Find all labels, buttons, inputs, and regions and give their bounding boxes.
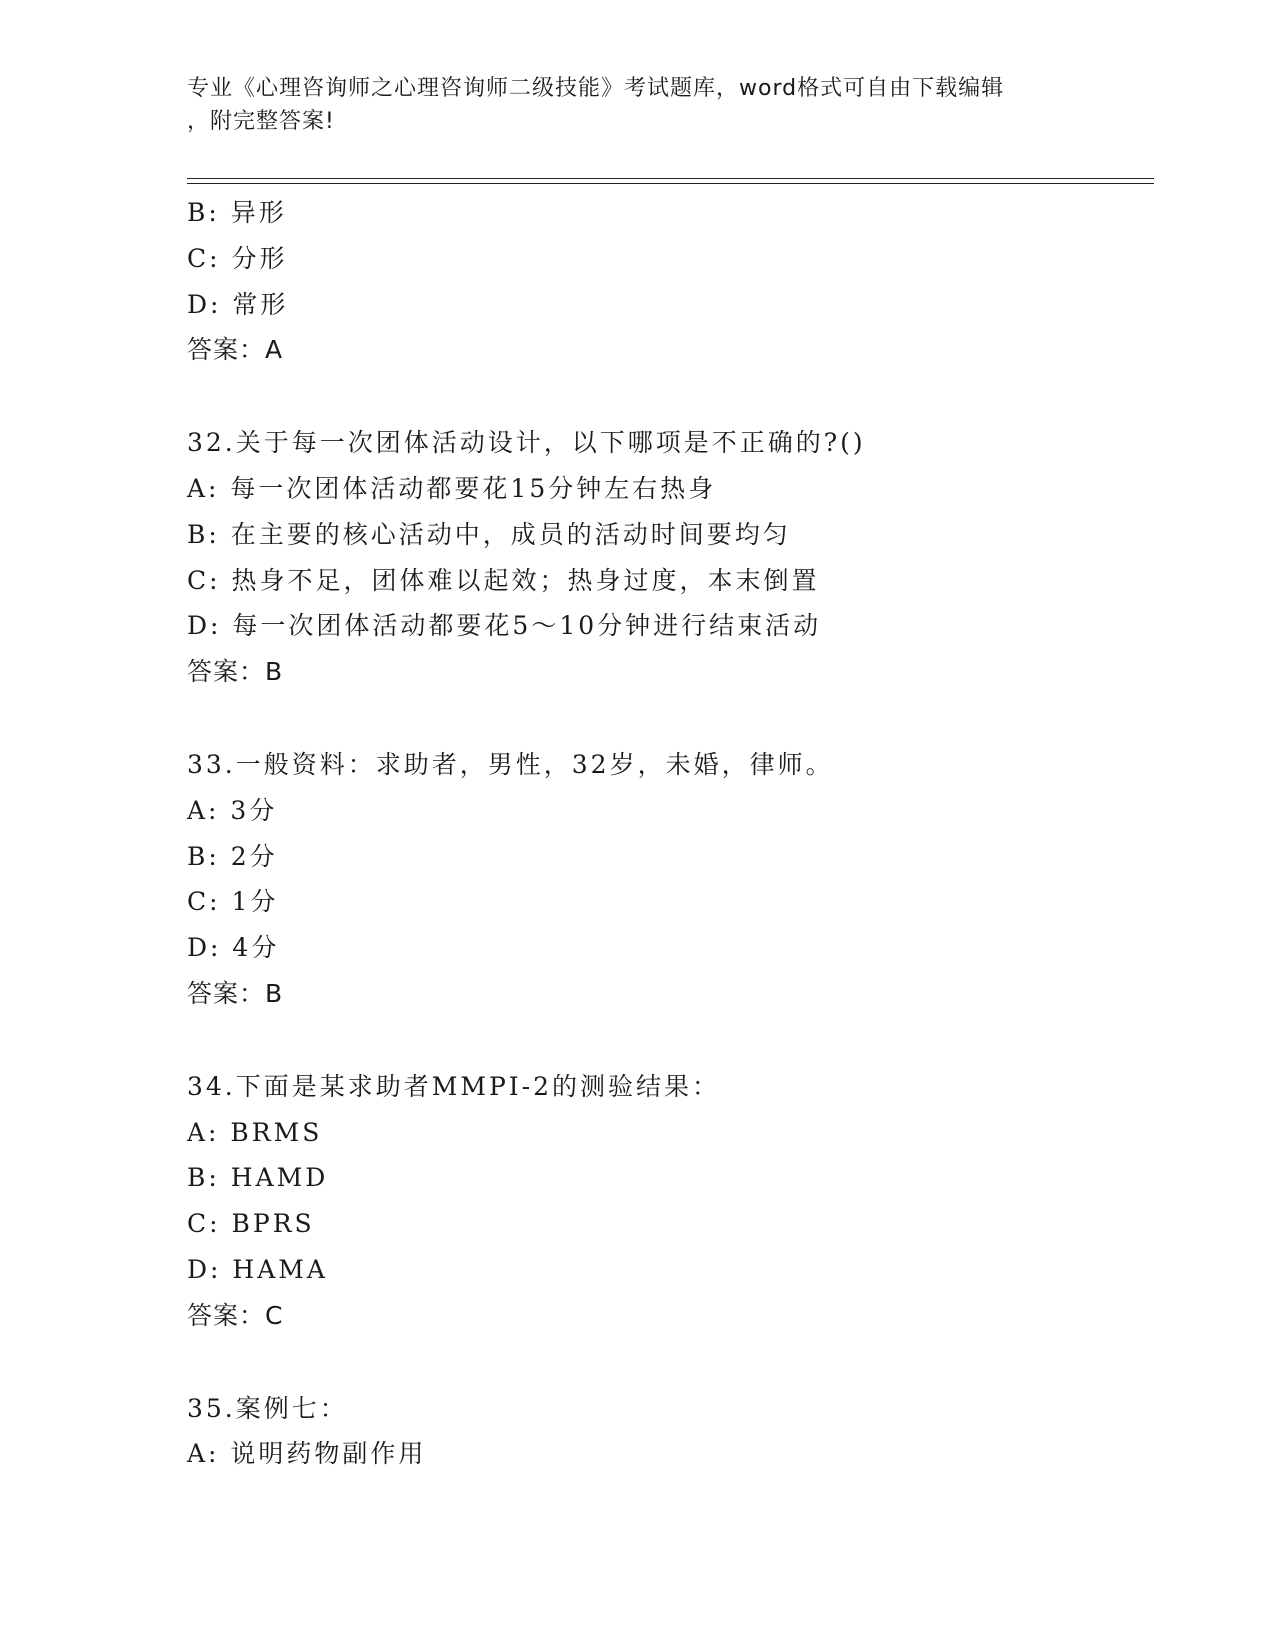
option-b: B: HAMD bbox=[187, 1163, 329, 1193]
header-divider-bottom bbox=[187, 183, 1154, 184]
option-a: A: 说明药物副作用 bbox=[187, 1439, 427, 1469]
spacer bbox=[187, 1339, 1147, 1386]
option-a: A: 每一次团体活动都要花15分钟左右热身 bbox=[187, 473, 717, 503]
spacer bbox=[187, 695, 1147, 742]
question-list bbox=[187, 190, 1147, 1477]
option-b: B: 异形 bbox=[187, 198, 287, 227]
option-c: C: 热身不足，团体难以起效；热身过度，本末倒置 bbox=[187, 565, 820, 595]
answer: 答案：B bbox=[187, 978, 284, 1008]
option-c: C: 1分 bbox=[187, 887, 279, 917]
option-d: D: 常形 bbox=[187, 289, 289, 319]
question-33 bbox=[187, 742, 1147, 1017]
question-34 bbox=[187, 1064, 1147, 1339]
question-31-continued bbox=[187, 190, 1147, 373]
question-stem: 33.一般资料：求助者，男性，32岁，未婚，律师。 bbox=[187, 749, 834, 779]
header-line-2: ，附完整答案! bbox=[187, 109, 335, 134]
option-d: D: HAMA bbox=[187, 1254, 328, 1284]
answer: 答案：B bbox=[187, 657, 284, 687]
option-a: A: BRMS bbox=[187, 1117, 323, 1147]
question-32 bbox=[187, 420, 1147, 695]
question-35 bbox=[187, 1386, 1147, 1478]
option-d: D: 每一次团体活动都要花5～10分钟进行结束活动 bbox=[187, 611, 822, 641]
option-d: D: 4分 bbox=[187, 933, 280, 963]
option-b: B: 2分 bbox=[187, 841, 278, 871]
spacer bbox=[187, 1017, 1147, 1064]
option-b: B: 在主要的核心活动中，成员的活动时间要均匀 bbox=[187, 519, 791, 549]
answer: 答案：C bbox=[187, 1300, 284, 1330]
option-a: A: 3分 bbox=[187, 795, 278, 825]
header-line-1: 专业《心理咨询师之心理咨询师二级技能》考试题库，word格式可自由下载编辑 bbox=[187, 76, 1005, 101]
option-c: C: BPRS bbox=[187, 1209, 315, 1239]
question-stem: 32.关于每一次团体活动设计，以下哪项是不正确的?() bbox=[187, 428, 866, 458]
option-c: C: 分形 bbox=[187, 243, 288, 273]
question-stem: 35.案例七： bbox=[187, 1393, 348, 1423]
document-header bbox=[187, 72, 1067, 138]
answer: 答案：A bbox=[187, 335, 284, 365]
question-stem: 34.下面是某求助者MMPI-2的测验结果： bbox=[187, 1071, 721, 1101]
header-divider-top bbox=[187, 178, 1154, 179]
spacer bbox=[187, 373, 1147, 420]
